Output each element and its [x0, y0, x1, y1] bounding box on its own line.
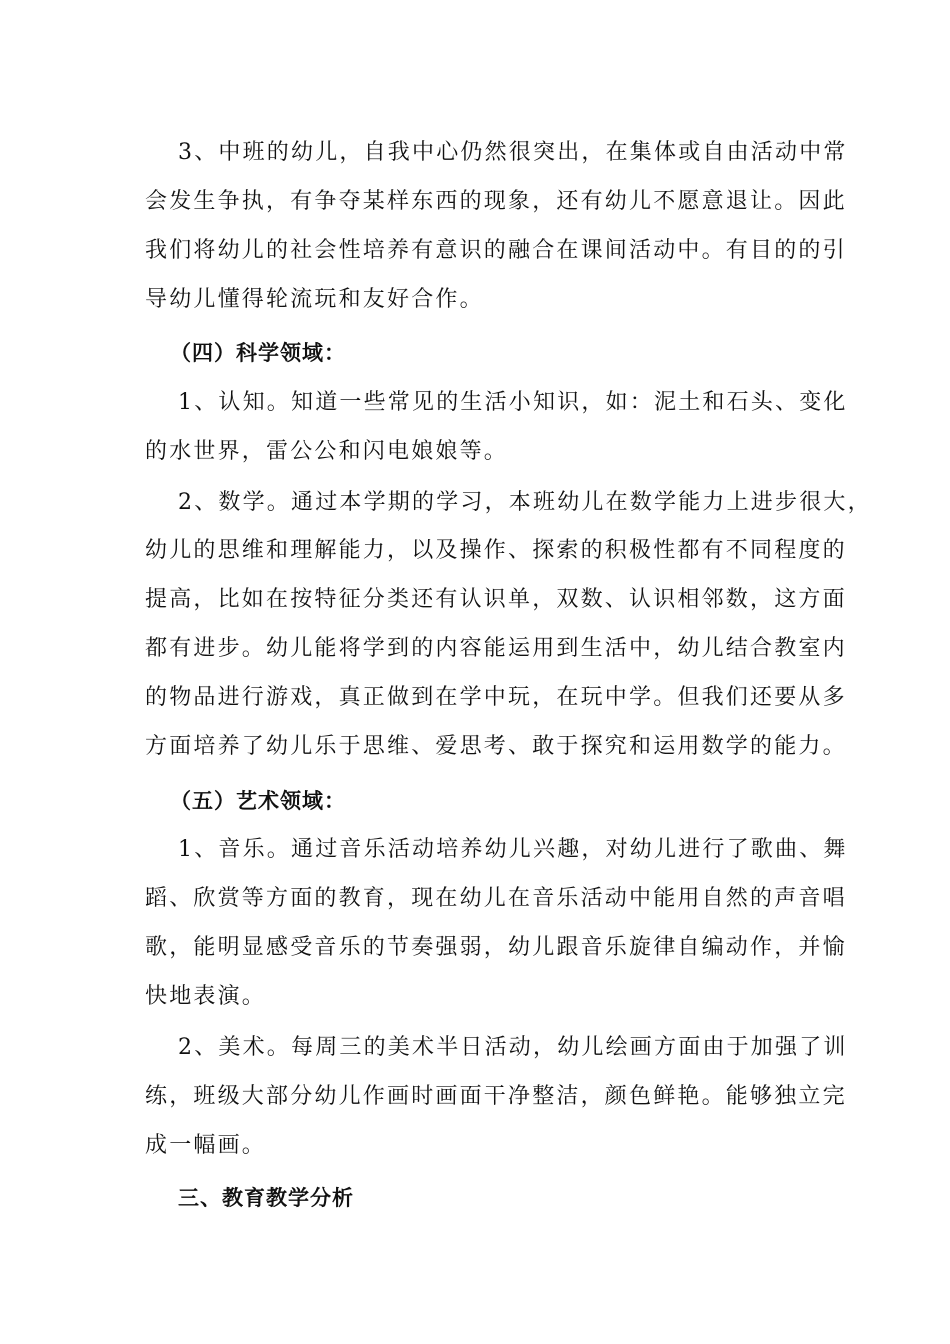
paragraph-line: 快地表演。 [145, 984, 267, 1009]
paragraph-line: 的物品进行游戏，真正做到在学中玩，在玩中学。但我们还要从多 [145, 685, 847, 710]
paragraph-line: 蹈、欣赏等方面的教育，现在幼儿在音乐活动中能用自然的声音唱 [145, 886, 847, 911]
paragraph-line: 练，班级大部分幼儿作画时画面干净整洁，颜色鲜艳。能够独立完 [145, 1084, 847, 1109]
paragraph-line: 提高，比如在按特征分类还有认识单，双数、认识相邻数，这方面 [145, 587, 847, 612]
section-heading-science: （四）科学领域： [170, 341, 346, 365]
paragraph-line: 1、音乐。通过音乐活动培养幼儿兴趣，对幼儿进行了歌曲、舞 [178, 837, 848, 862]
paragraph-line: 都有进步。幼儿能将学到的内容能运用到生活中，幼儿结合教室内 [145, 636, 847, 661]
paragraph-line: 方面培养了幼儿乐于思维、爱思考、敢于探究和运用数学的能力。 [145, 734, 847, 759]
paragraph-line: 歌，能明显感受音乐的节奏强弱，幼儿跟音乐旋律自编动作，并愉 [145, 935, 847, 960]
paragraph-line: 我们将幼儿的社会性培养有意识的融合在课间活动中。有目的的引 [145, 238, 847, 263]
paragraph-line: 2、美术。每周三的美术半日活动，幼儿绘画方面由于加强了训 [178, 1035, 848, 1060]
paragraph-line: 成一幅画。 [145, 1133, 267, 1158]
paragraph-line: 3、中班的幼儿，自我中心仍然很突出，在集体或自由活动中常 [178, 140, 848, 165]
paragraph-line: 的水世界，雷公公和闪电娘娘等。 [145, 439, 509, 464]
section-heading-analysis: 三、教育教学分析 [178, 1186, 354, 1210]
paragraph-line: 导幼儿懂得轮流玩和友好合作。 [145, 287, 484, 312]
paragraph-line: 1、认知。知道一些常见的生活小知识，如：泥土和石头、变化 [178, 390, 848, 415]
paragraph-line: 2、数学。通过本学期的学习，本班幼儿在数学能力上进步很大， [178, 490, 872, 515]
paragraph-line: 幼儿的思维和理解能力，以及操作、探索的积极性都有不同程度的 [145, 538, 847, 563]
paragraph-line: 会发生争执，有争夺某样东西的现象，还有幼儿不愿意退让。因此 [145, 189, 847, 214]
section-heading-art: （五）艺术领域： [170, 789, 346, 813]
